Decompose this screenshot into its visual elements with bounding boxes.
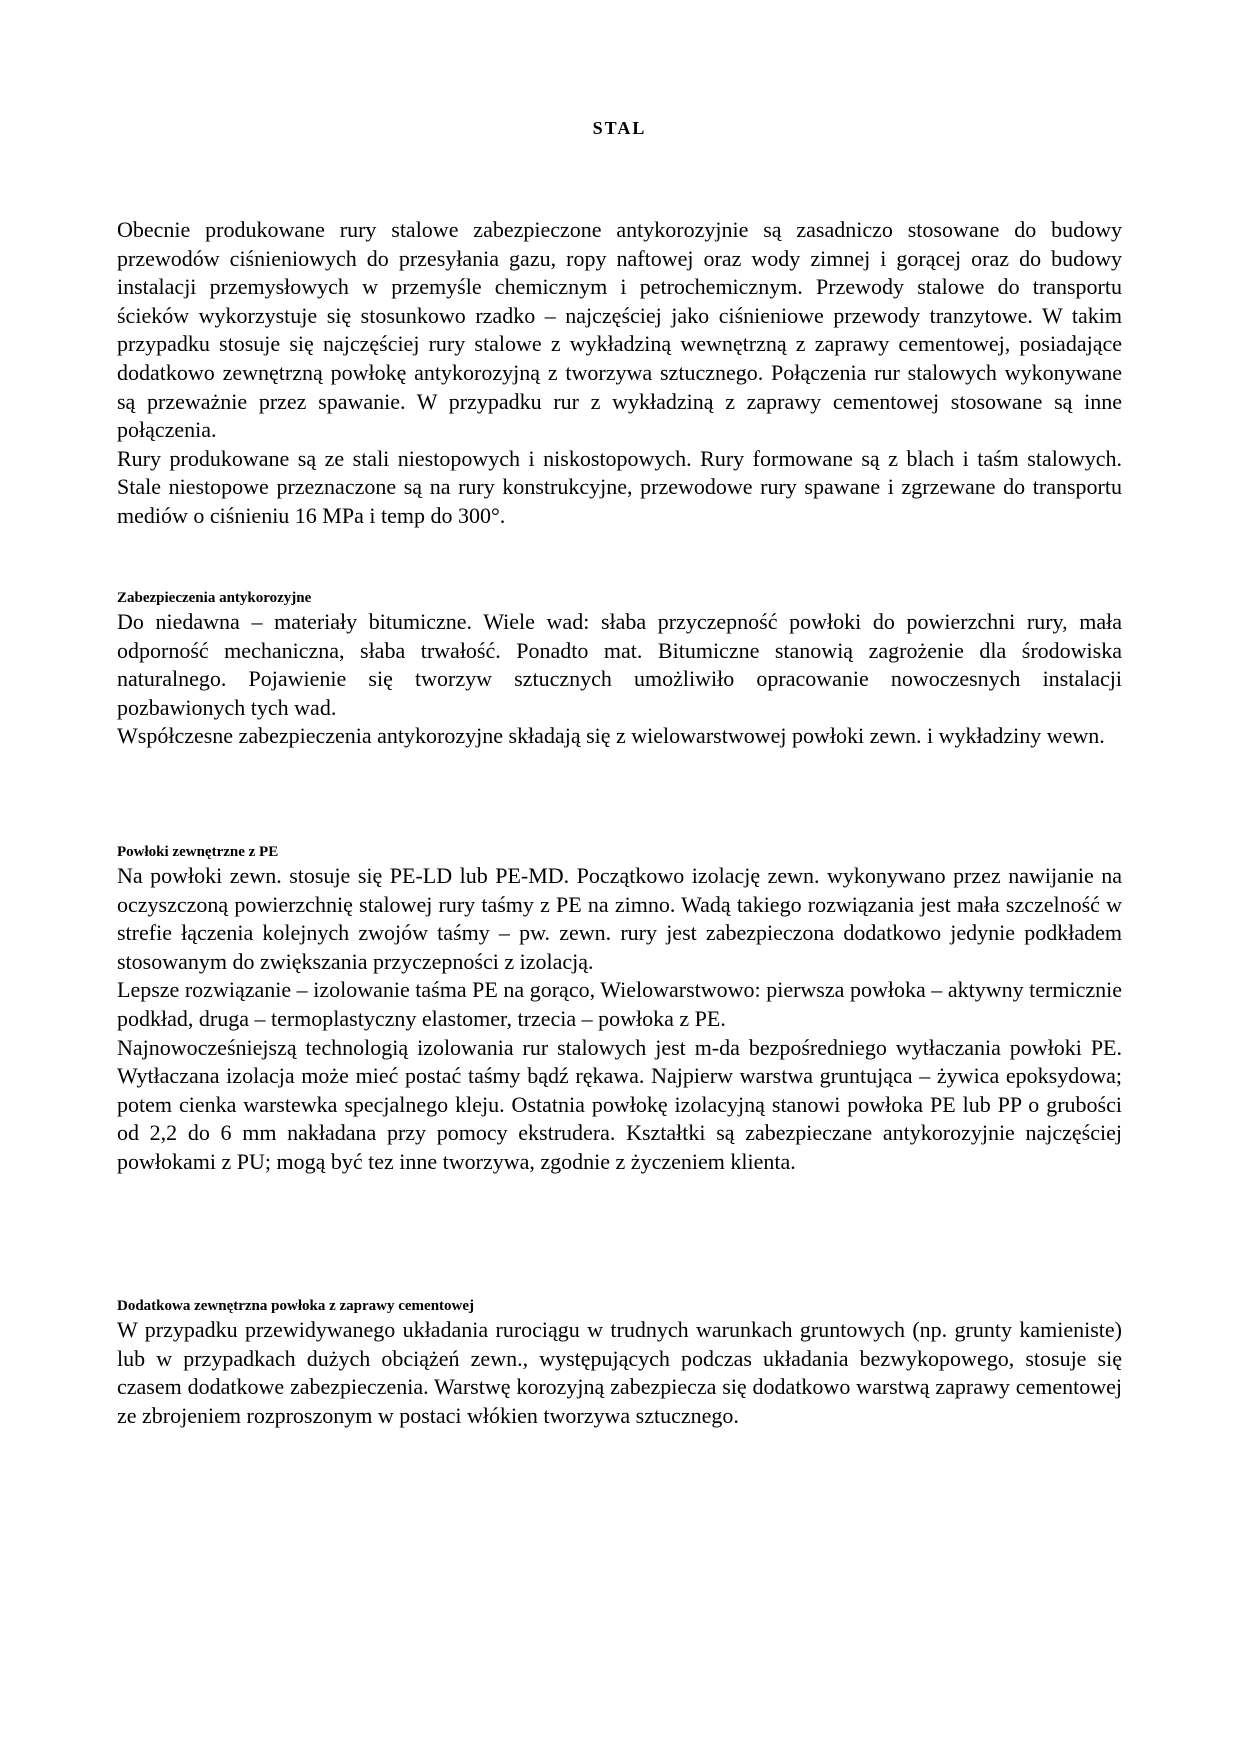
section-cement-coating [117, 1296, 1122, 1430]
intro-paragraph-2: Rury produkowane są ze stali niestopowych i niskostopowych. Rury formowane są z blach i taśm stalowych. Stale niestopowe przeznaczone są na rury konstrukcyjne, przewodowe rury spawane i zgrzewane do transportu mediów o ciśnieniu 16 MPa i temp do 300°. [117, 445, 1122, 528]
section-heading: Powłoki zewnętrzne z PE [117, 844, 279, 860]
section-paragraph: Lepsze rozwiązanie – izolowanie taśma PE na gorąco, Wielowarstwowo: pierwsza powłoka – aktywny termicznie podkład, druga – termoplastyczny elastomer, trzecia – powłoka z PE. [117, 977, 1122, 1031]
document-title: STAL [592, 118, 647, 138]
section-anticorrosion [117, 588, 1122, 751]
section-paragraph: Do niedawna – materiały bitumiczne. Wiele wad: słaba przyczepność powłoki do powierzchni rury, mała odporność mechaniczna, słaba trwałość. Ponadto mat. Bitumiczne stanowią zagrożenie dla środowiska naturalnego. Pojawienie się tworzyw sztucznych umożliwiło opracowanie nowoczesnych instalacji pozbawionych tych wad. [117, 609, 1122, 720]
intro-section [117, 216, 1122, 531]
section-heading: Dodatkowa zewnętrzna powłoka z zaprawy cementowej [117, 1298, 475, 1314]
section-paragraph: Współczesne zabezpieczenia antykorozyjne składają się z wielowarstwowej powłoki zewn. i wykładziny wewn. [117, 723, 1105, 749]
section-paragraph: Na powłoki zewn. stosuje się PE-LD lub PE-MD. Początkowo izolację zewn. wykonywano przez nawijanie na oczyszczoną powierzchnię stalowej rury taśmy z PE na zimno. Wadą takiego rozwiązania jest mała szczelność w strefie łączenia kolejnych zwojów taśmy – pw. zewn. rury jest zabezpieczona dodatkowo jedynie podkładem stosowanym do zwiększania przyczepności z izolacją. [117, 863, 1122, 974]
section-paragraph: W przypadku przewidywanego układania rurociągu w trudnych warunkach gruntowych (np. grunty kamieniste) lub w przypadkach dużych obciążeń zewn., występujących podczas układania bezwykopowego, stosuje się czasem dodatkowe zabezpieczenia. Warstwę korozyjną zabezpiecza się dodatkowo warstwą zaprawy cementowej ze zbrojeniem rozproszonym w postaci włókien tworzywa sztucznego. [117, 1317, 1122, 1428]
intro-paragraph-1: Obecnie produkowane rury stalowe zabezpieczone antykorozyjnie są zasadniczo stosowane do budowy przewodów ciśnieniowych do przesyłania gazu, ropy naftowej oraz wody zimnej i gorącej oraz do budowy instalacji przemysłowych w przemyśle chemicznym i petrochemicznym. Przewody stalowe do transportu ścieków wykorzystuje się stosunkowo rzadko – najczęściej jako ciśnieniowe przewody tranzytowe. W takim przypadku stosuje się najczęściej rury stalowe z wykładziną wewnętrzną z zaprawy cementowej, posiadające dodatkowo zewnętrzną powłokę antykorozyjną z tworzywa sztucznego. Połączenia rur stalowych wykonywane są przeważnie przez spawanie. W przypadku rur z wykładziną z zaprawy cementowej stosowane są inne połączenia. [117, 217, 1122, 443]
section-pe-coatings [117, 842, 1122, 1177]
section-heading: Zabezpieczenia antykorozyjne [117, 590, 312, 606]
section-paragraph: Najnowocześniejszą technologią izolowania rur stalowych jest m-da bezpośredniego wytłaczania powłoki PE. Wytłaczana izolacja może mieć postać taśmy bądź rękawa. Najpierw warstwa gruntująca – żywica epoksydowa; potem cienka warstewka specjalnego kleju. Ostatnia powłokę izolacyjną stanowi powłoka PE lub PP o grubości od 2,2 do 6 mm nakładana przy pomocy ekstrudera. Kształtki są zabezpieczane antykorozyjnie najczęściej powłokami z PU; mogą być tez inne tworzywa, zgodnie z życzeniem klienta. [117, 1034, 1122, 1174]
